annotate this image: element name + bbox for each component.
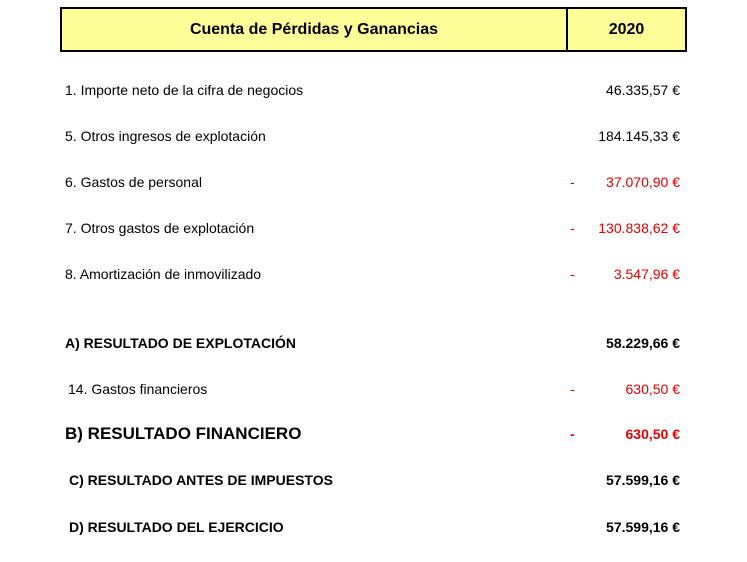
row-gastos-personal [60,170,680,194]
row-label: 14. Gastos financieros [68,381,208,397]
row-amortizacion [60,262,680,286]
row-value: 3.547,96 € [613,266,680,282]
row-value: 58.229,66 € [606,335,680,351]
row-label: A) RESULTADO DE EXPLOTACIÓN [65,335,296,351]
row-resultado-financiero [60,422,680,446]
row-label: C) RESULTADO ANTES DE IMPUESTOS [69,472,333,488]
row-sign: - [570,174,575,190]
row-label: 1. Importe neto de la cifra de negocios [65,82,304,98]
row-value: 46.335,57 € [606,82,680,98]
row-sign: - [570,220,575,236]
row-resultado-ejercicio [60,515,680,539]
row-importe-neto [60,78,680,102]
row-label: B) RESULTADO FINANCIERO [65,424,302,443]
row-label: 6. Gastos de personal [65,174,202,190]
row-label: 7. Otros gastos de explotación [65,220,255,236]
row-otros-gastos [60,216,680,240]
row-value: 630,50 € [625,426,680,442]
header-year: 2020 [608,20,645,38]
table-header [60,7,687,52]
row-resultado-explotacion [60,331,680,355]
row-label: 8. Amortización de inmovilizado [65,266,262,282]
row-value: 57.599,16 € [606,519,680,535]
row-label: D) RESULTADO DEL EJERCICIO [69,519,284,535]
row-resultado-antes-impuestos [60,468,680,492]
row-otros-ingresos [60,124,680,148]
row-sign: - [570,426,575,442]
row-value: 37.070,90 € [606,174,680,190]
row-value: 130.838,62 € [598,220,680,236]
row-sign: - [570,381,575,397]
row-gastos-financieros [60,377,680,401]
row-sign: - [570,266,575,282]
row-value: 57.599,16 € [606,472,680,488]
row-label: 5. Otros ingresos de explotación [65,128,266,144]
header-title: Cuenta de Pérdidas y Ganancias [62,9,568,50]
row-value: 184.145,33 € [598,128,680,144]
row-value: 630,50 € [625,381,680,397]
